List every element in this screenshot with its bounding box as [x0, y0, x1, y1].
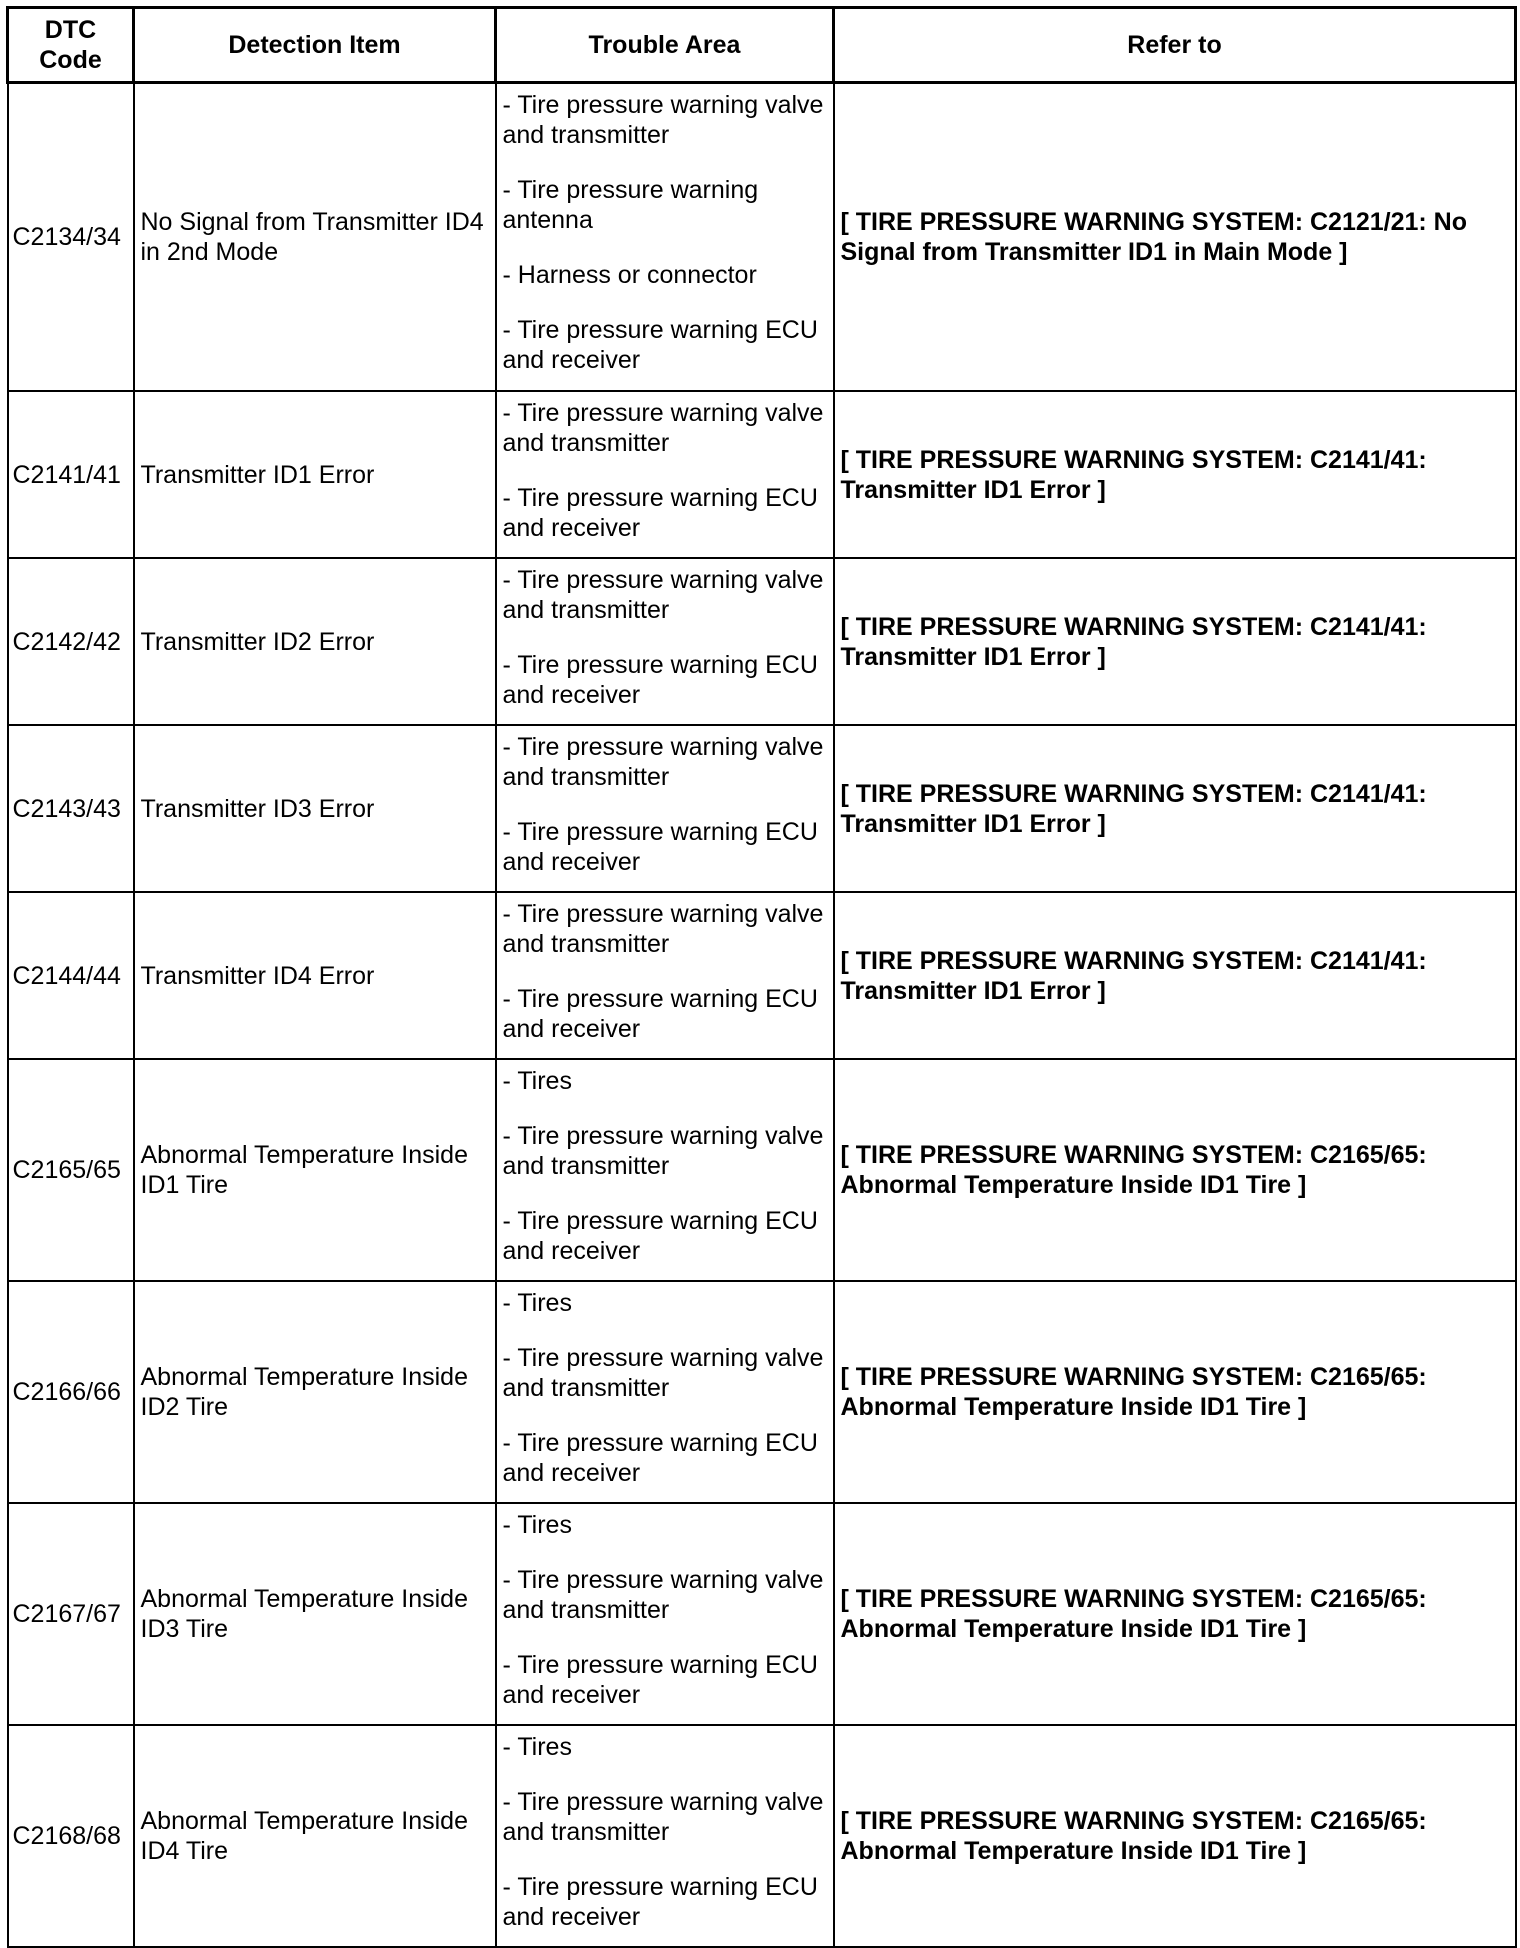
trouble-area-item: - Tires	[502, 1289, 572, 1317]
trouble-area-cell	[496, 1059, 834, 1281]
trouble-area-item: - Tire pressure warning ECU and receiver	[502, 316, 818, 374]
table-row	[8, 83, 1516, 392]
trouble-area-item: - Tire pressure warning ECU and receiver	[502, 1873, 818, 1931]
dtc-code-cell: C2165/65	[8, 1059, 134, 1281]
trouble-area-item: - Tire pressure warning ECU and receiver	[502, 484, 818, 542]
trouble-area-item: - Tire pressure warning valve and transmitter	[502, 1788, 824, 1846]
refer-to-link[interactable]: [ TIRE PRESSURE WARNING SYSTEM: C2141/41: Transmitter ID1 Error ]	[834, 558, 1516, 725]
table-row	[8, 892, 1516, 1059]
dtc-code-cell: C2167/67	[8, 1503, 134, 1725]
trouble-area-cell	[496, 1281, 834, 1503]
detection-item-cell: Transmitter ID3 Error	[134, 725, 496, 892]
trouble-area-item: - Tire pressure warning ECU and receiver	[502, 985, 818, 1043]
table-row	[8, 1503, 1516, 1725]
refer-to-link[interactable]: [ TIRE PRESSURE WARNING SYSTEM: C2165/65: Abnormal Temperature Inside ID1 Tire ]	[834, 1725, 1516, 1947]
detection-item-cell: No Signal from Transmitter ID4 in 2nd Mode	[134, 83, 496, 392]
dtc-code-cell: C2143/43	[8, 725, 134, 892]
table-row	[8, 391, 1516, 558]
dtc-code-cell: C2141/41	[8, 391, 134, 558]
table-row	[8, 725, 1516, 892]
refer-to-link[interactable]: [ TIRE PRESSURE WARNING SYSTEM: C2121/21: No Signal from Transmitter ID1 in Main Mode ]	[834, 83, 1516, 392]
refer-to-link[interactable]: [ TIRE PRESSURE WARNING SYSTEM: C2165/65: Abnormal Temperature Inside ID1 Tire ]	[834, 1503, 1516, 1725]
trouble-area-cell	[496, 83, 834, 392]
trouble-area-item: - Tire pressure warning ECU and receiver	[502, 1429, 818, 1487]
trouble-area-cell	[496, 892, 834, 1059]
trouble-area-item: - Tires	[502, 1511, 572, 1539]
dtc-code-cell: C2142/42	[8, 558, 134, 725]
refer-to-link[interactable]: [ TIRE PRESSURE WARNING SYSTEM: C2165/65: Abnormal Temperature Inside ID1 Tire ]	[834, 1281, 1516, 1503]
header-dtc-code-line2: Code	[39, 46, 102, 74]
refer-to-link[interactable]: [ TIRE PRESSURE WARNING SYSTEM: C2165/65: Abnormal Temperature Inside ID1 Tire ]	[834, 1059, 1516, 1281]
trouble-area-cell	[496, 1503, 834, 1725]
refer-to-link[interactable]: [ TIRE PRESSURE WARNING SYSTEM: C2141/41: Transmitter ID1 Error ]	[834, 725, 1516, 892]
trouble-area-cell	[496, 1725, 834, 1947]
trouble-area-cell	[496, 391, 834, 558]
trouble-area-item: - Tires	[502, 1733, 572, 1761]
trouble-area-cell	[496, 725, 834, 892]
dtc-table	[6, 6, 1517, 1948]
trouble-area-item: - Tire pressure warning valve and transmitter	[502, 91, 824, 149]
trouble-area-item: - Tire pressure warning valve and transmitter	[502, 566, 824, 624]
table-row	[8, 1281, 1516, 1503]
dtc-code-cell: C2166/66	[8, 1281, 134, 1503]
detection-item-cell: Transmitter ID1 Error	[134, 391, 496, 558]
dtc-code-cell: C2168/68	[8, 1725, 134, 1947]
trouble-area-item: - Tire pressure warning valve and transmitter	[502, 900, 824, 958]
detection-item-cell: Transmitter ID2 Error	[134, 558, 496, 725]
detection-item-cell: Abnormal Temperature Inside ID3 Tire	[134, 1503, 496, 1725]
trouble-area-cell	[496, 558, 834, 725]
table-header-row	[8, 8, 1516, 83]
detection-item-cell: Abnormal Temperature Inside ID2 Tire	[134, 1281, 496, 1503]
dtc-code-cell: C2134/34	[8, 83, 134, 392]
detection-item-cell: Abnormal Temperature Inside ID1 Tire	[134, 1059, 496, 1281]
trouble-area-item: - Tire pressure warning ECU and receiver	[502, 1651, 818, 1709]
table-row	[8, 558, 1516, 725]
trouble-area-item: - Tire pressure warning valve and transmitter	[502, 1566, 824, 1624]
trouble-area-item: - Tire pressure warning antenna	[502, 176, 759, 234]
header-detection-item: Detection Item	[134, 8, 496, 83]
detection-item-cell: Abnormal Temperature Inside ID4 Tire	[134, 1725, 496, 1947]
trouble-area-item: - Tire pressure warning ECU and receiver	[502, 651, 818, 709]
trouble-area-item: - Tire pressure warning valve and transmitter	[502, 1344, 824, 1402]
trouble-area-item: - Tire pressure warning valve and transmitter	[502, 399, 824, 457]
trouble-area-item: - Tire pressure warning valve and transmitter	[502, 733, 824, 791]
table-body	[8, 83, 1516, 1948]
detection-item-cell: Transmitter ID4 Error	[134, 892, 496, 1059]
header-dtc-code	[8, 8, 134, 83]
trouble-area-item: - Tire pressure warning ECU and receiver	[502, 1207, 818, 1265]
trouble-area-item: - Harness or connector	[502, 261, 757, 289]
refer-to-link[interactable]: [ TIRE PRESSURE WARNING SYSTEM: C2141/41: Transmitter ID1 Error ]	[834, 391, 1516, 558]
header-dtc-code-line1: DTC	[44, 16, 97, 44]
table-row	[8, 1725, 1516, 1947]
dtc-code-cell: C2144/44	[8, 892, 134, 1059]
header-refer-to: Refer to	[834, 8, 1516, 83]
header-trouble-area: Trouble Area	[496, 8, 834, 83]
trouble-area-item: - Tire pressure warning valve and transmitter	[502, 1122, 824, 1180]
table-row	[8, 1059, 1516, 1281]
trouble-area-item: - Tire pressure warning ECU and receiver	[502, 818, 818, 876]
refer-to-link[interactable]: [ TIRE PRESSURE WARNING SYSTEM: C2141/41: Transmitter ID1 Error ]	[834, 892, 1516, 1059]
trouble-area-item: - Tires	[502, 1067, 572, 1095]
